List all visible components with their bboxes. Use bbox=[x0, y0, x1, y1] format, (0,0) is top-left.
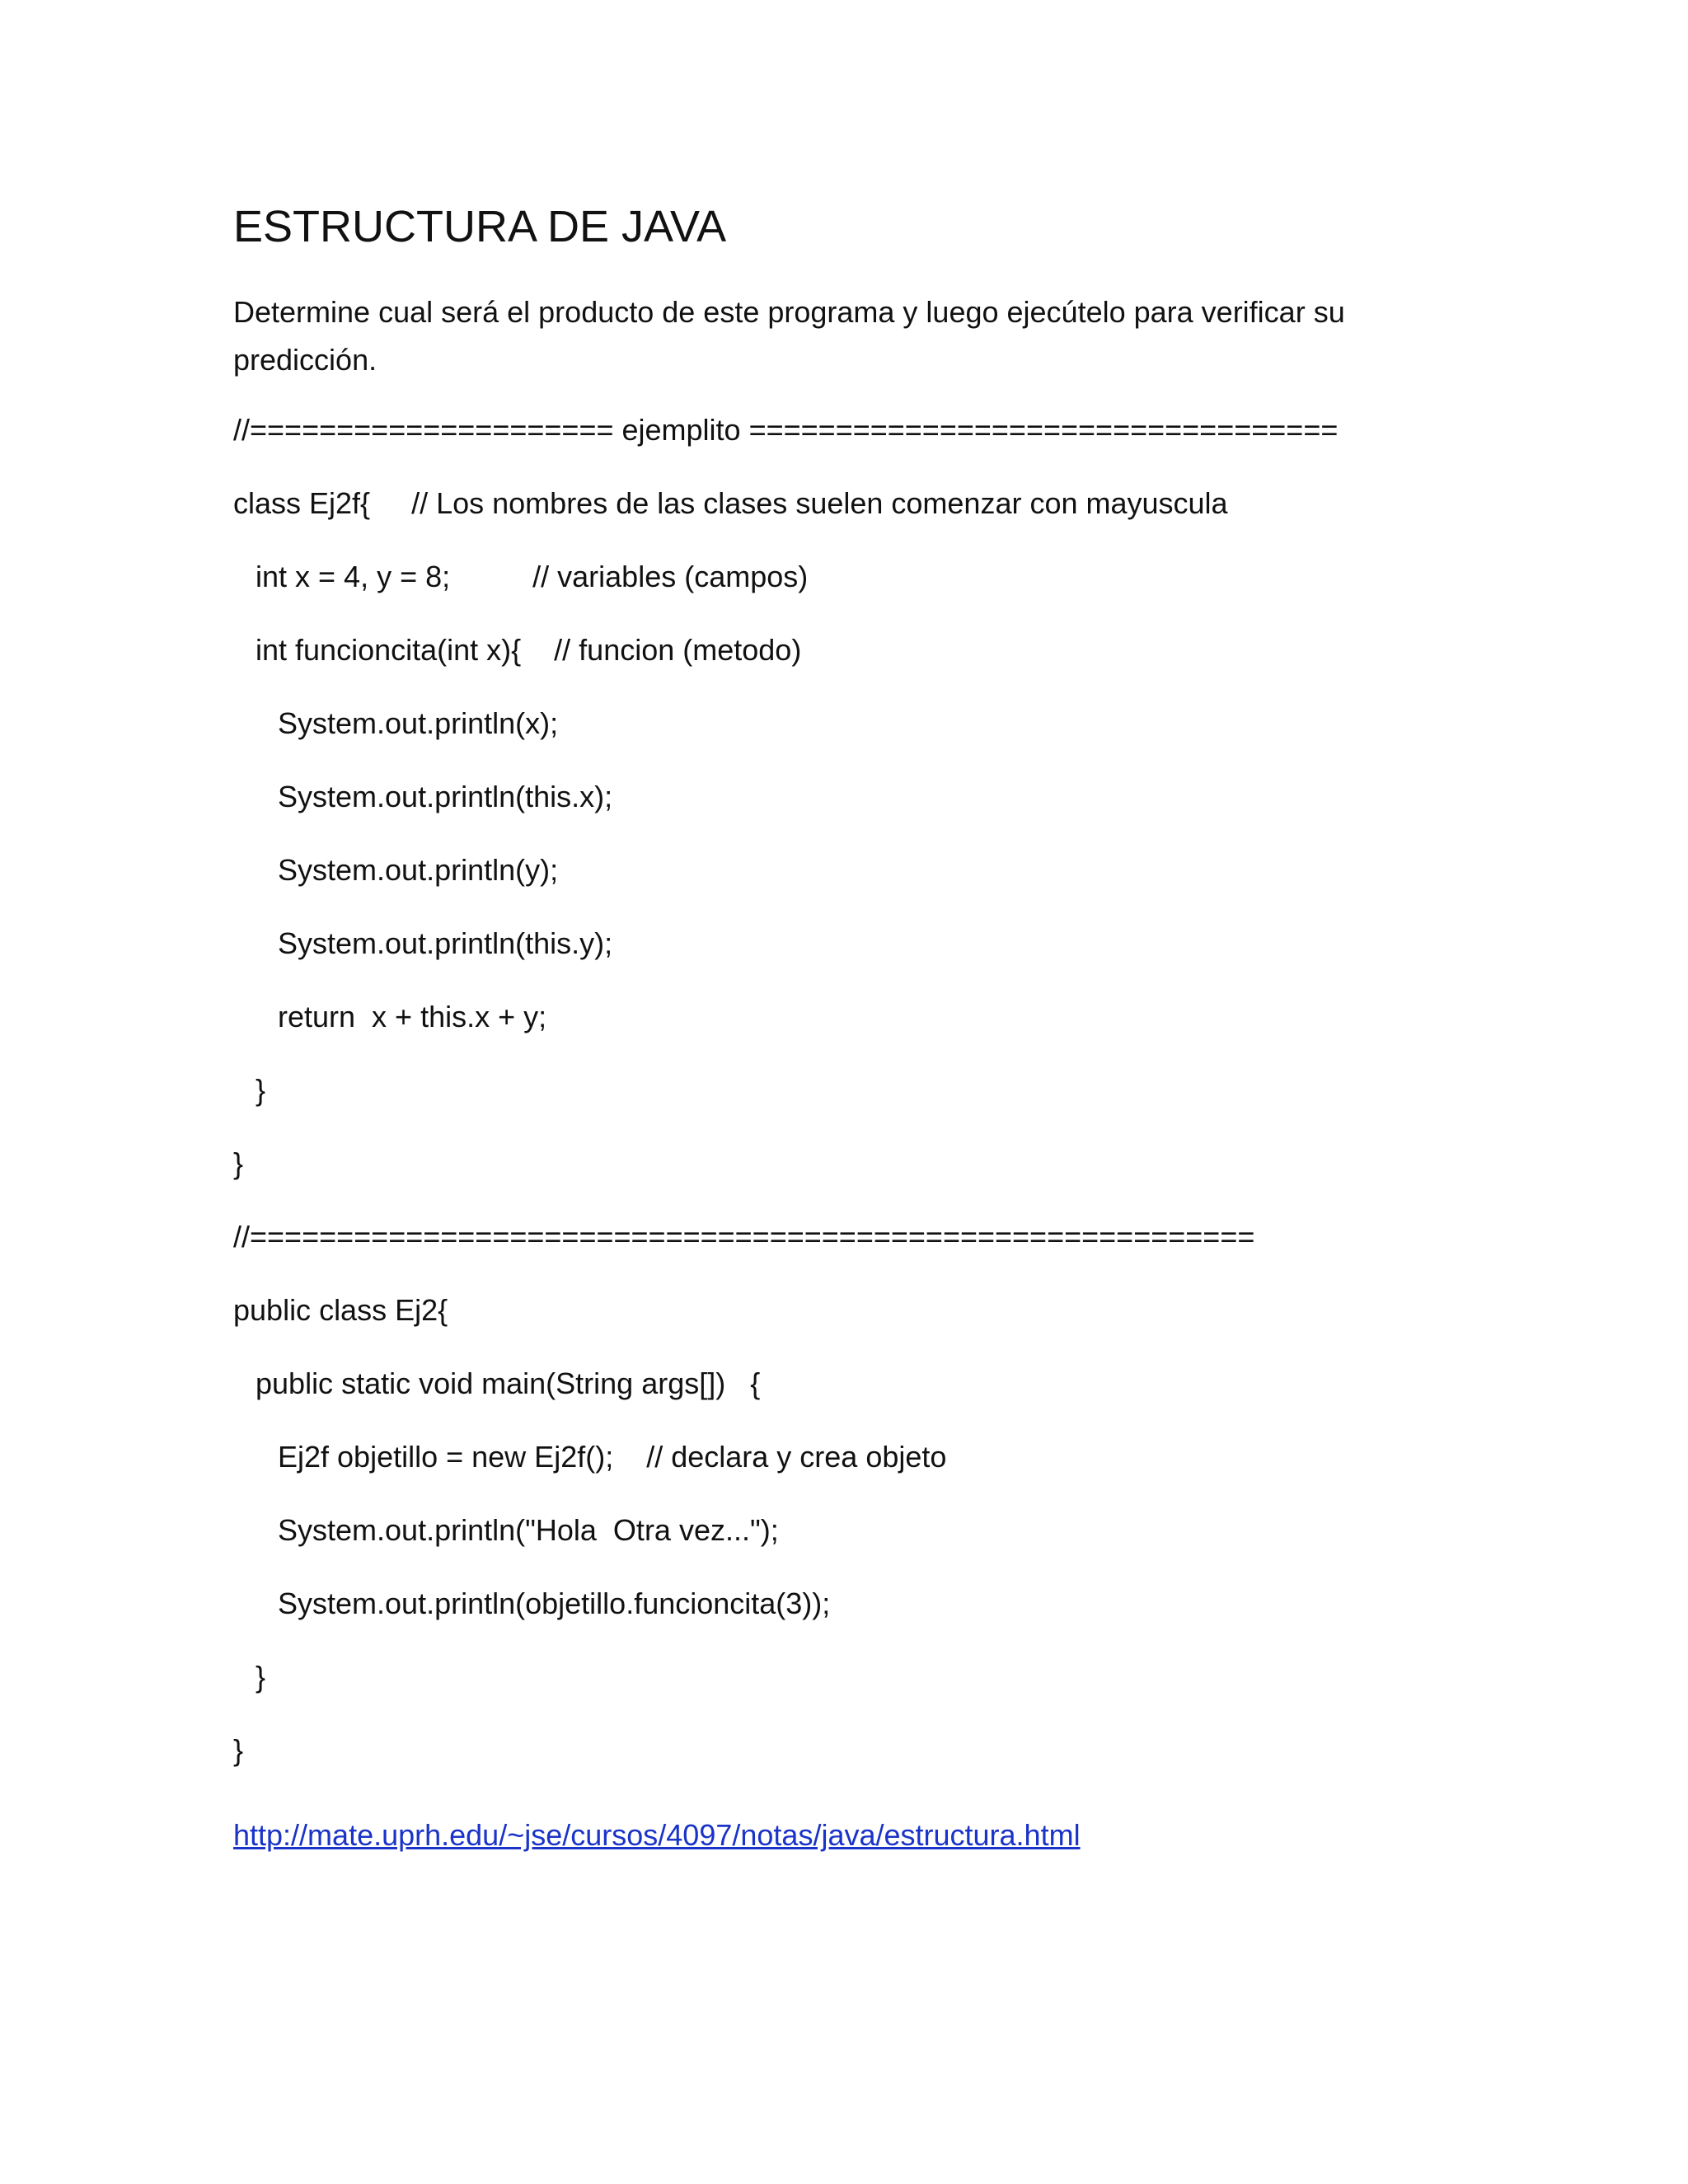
code-line: } bbox=[233, 1146, 244, 1180]
code-line: return x + this.x + y; bbox=[278, 1000, 547, 1033]
code-line: } bbox=[233, 1733, 244, 1767]
code-line: System.out.println(this.y); bbox=[278, 926, 613, 960]
intro-line: Determine cual será el producto de este programa y luego ejecútelo para verificar su bbox=[233, 295, 1345, 329]
page-title: ESTRUCTURA DE JAVA bbox=[233, 202, 727, 251]
intro-line: predicción. bbox=[233, 343, 377, 377]
code-separator-line: //========================================================== bbox=[233, 1220, 1255, 1254]
reference-link[interactable]: http://mate.uprh.edu/~jse/cursos/4097/notas/java/estructura.html bbox=[233, 1818, 1081, 1852]
code-line: class Ej2f{ // Los nombres de las clases suelen comenzar con mayuscula bbox=[233, 486, 1228, 520]
intro-paragraph bbox=[233, 288, 1420, 384]
code-line: System.out.println(y); bbox=[278, 853, 559, 887]
code-line: int funcioncita(int x){ // funcion (metodo) bbox=[256, 633, 802, 667]
code-line: System.out.println(objetillo.funcioncita(3)); bbox=[278, 1586, 831, 1620]
code-line: public class Ej2{ bbox=[233, 1293, 448, 1327]
code-line: System.out.println(this.x); bbox=[278, 780, 613, 813]
code-line: int x = 4, y = 8; // variables (campos) bbox=[256, 560, 809, 593]
code-line: } bbox=[256, 1073, 266, 1107]
code-line: Ej2f objetillo = new Ej2f(); // declara y crea objeto bbox=[278, 1440, 947, 1474]
code-line: } bbox=[256, 1660, 266, 1694]
code-separator-line: //===================== ejemplito ================================== bbox=[233, 413, 1339, 447]
code-line: System.out.println(x); bbox=[278, 706, 559, 740]
code-line: public static void main(String args[]) { bbox=[256, 1366, 761, 1400]
code-line: System.out.println("Hola Otra vez..."); bbox=[278, 1513, 779, 1547]
